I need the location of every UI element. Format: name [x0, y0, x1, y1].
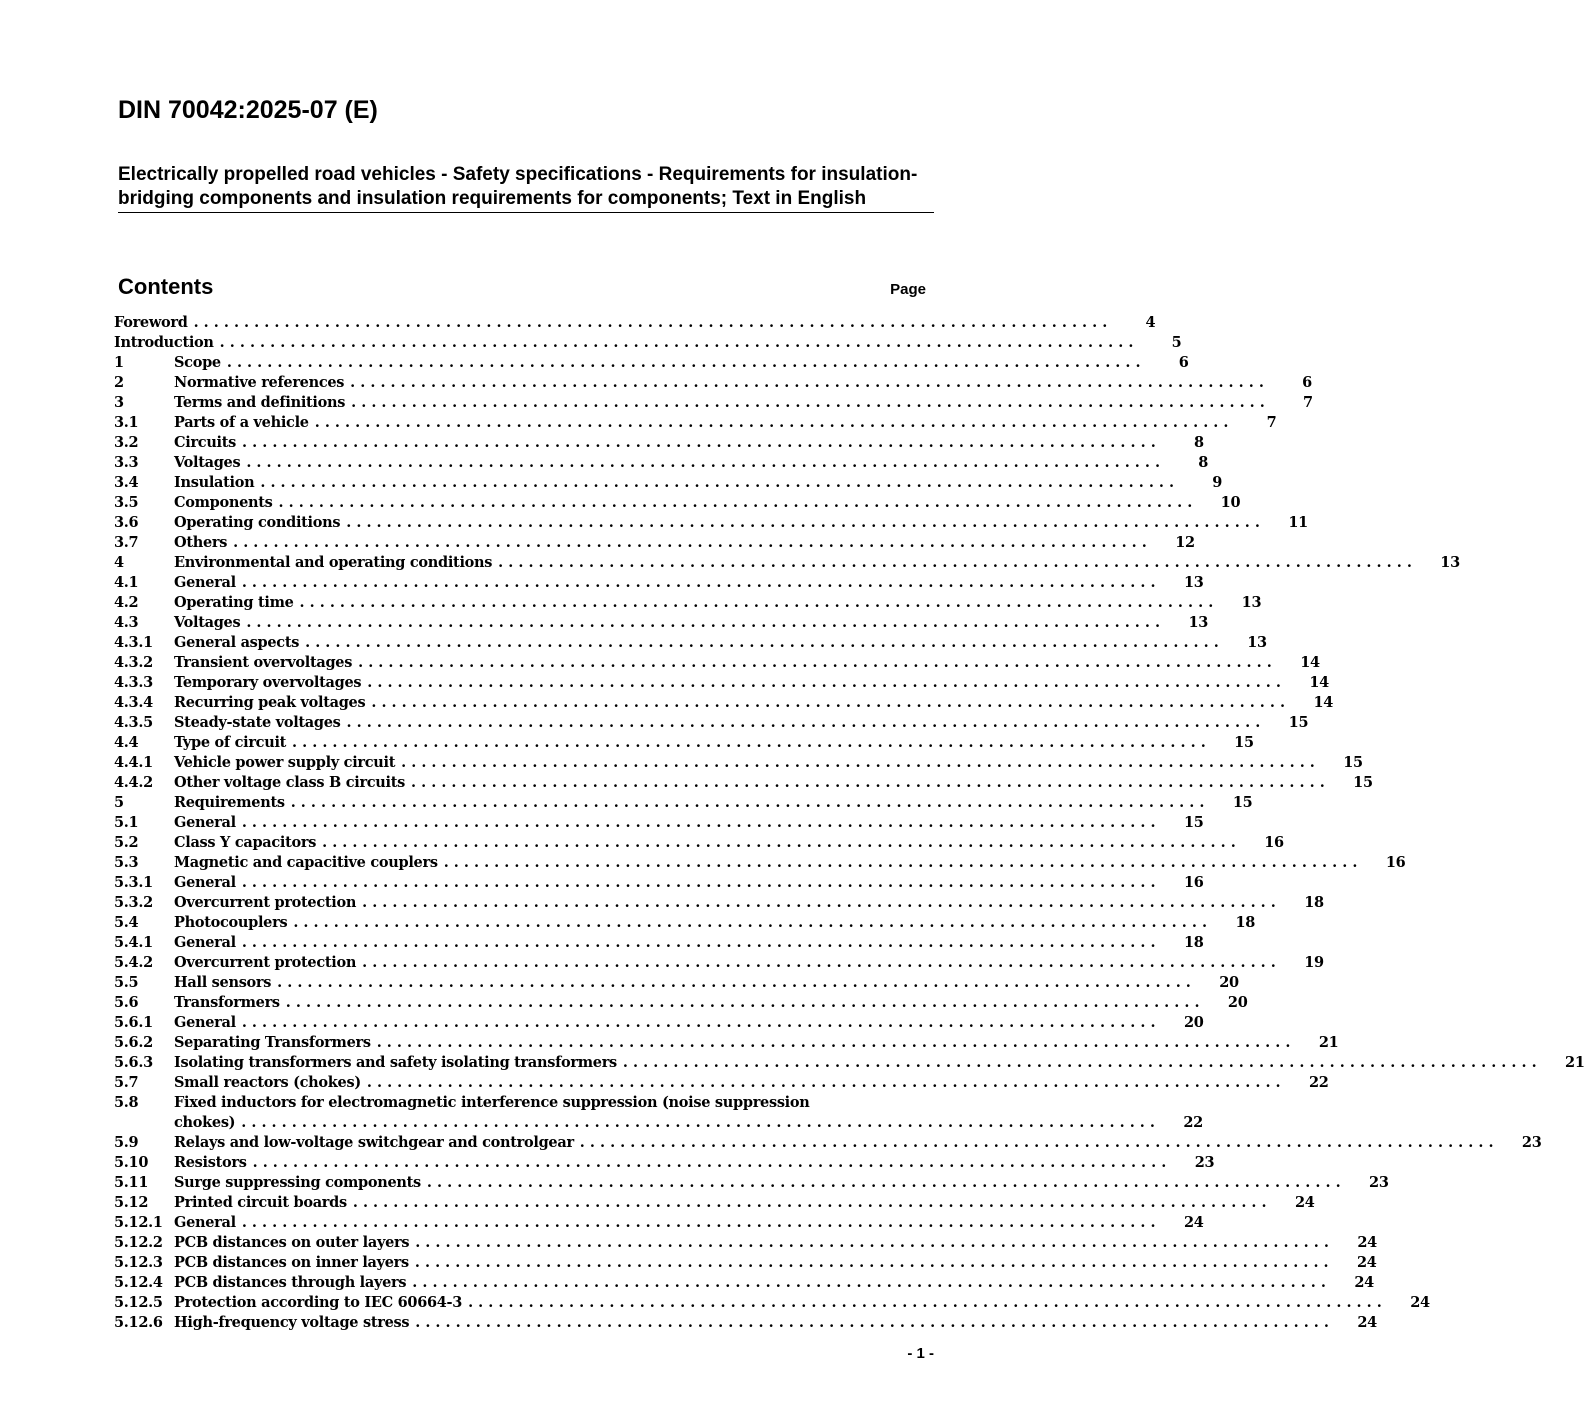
toc-entry-page: 9 — [1212, 474, 1223, 491]
toc-entry-page: 12 — [1175, 534, 1195, 551]
toc-entry-page: 6 — [1178, 354, 1189, 371]
toc-entry-title: General aspects — [174, 634, 300, 651]
toc-leader-dots — [415, 1253, 1329, 1273]
toc-entry-page: 15 — [1234, 734, 1254, 751]
toc-entry-title: General — [174, 934, 236, 951]
toc-entry-title: Isolating transformers and safety isolating transformers — [174, 1054, 617, 1071]
toc-entry-page: 18 — [1235, 914, 1256, 931]
toc-entry-page: 23 — [1194, 1154, 1215, 1171]
toc-entry-number: 5.4 — [114, 914, 139, 931]
toc-entry-number: 3.6 — [114, 514, 139, 531]
toc-entry-page: 7 — [1266, 414, 1277, 431]
toc-entry-page: 13 — [1183, 574, 1204, 591]
toc-entry-page: 24 — [1357, 1254, 1377, 1271]
toc-entry-title: Terms and definitions — [174, 394, 346, 411]
toc-entry-number: 5.6.1 — [114, 1014, 153, 1031]
toc-entry-title: High-frequency voltage stress — [174, 1314, 410, 1331]
page-column-label: Page — [890, 281, 926, 298]
toc-leader-dots — [242, 873, 1156, 893]
toc-leader-dots — [353, 1193, 1267, 1213]
toc-entry[interactable] — [114, 1253, 1377, 1273]
toc-entry-page: 11 — [1288, 514, 1308, 531]
toc-entry-page: 24 — [1357, 1234, 1377, 1251]
toc-entry-number: 5.10 — [114, 1154, 149, 1171]
toc-leader-dots — [371, 693, 1285, 713]
toc-entry-title: Relays and low-voltage switchgear and controlgear — [174, 1134, 574, 1151]
toc-entry-title: General — [174, 1014, 236, 1031]
toc-entry-title: Operating time — [174, 594, 294, 611]
toc-leader-dots — [227, 353, 1141, 373]
toc-entry-page: 21 — [1565, 1054, 1585, 1071]
toc-entry-title: Small reactors (chokes) — [174, 1074, 361, 1091]
toc-entry-number: 4.3.3 — [114, 674, 153, 691]
toc-entry-page: 20 — [1183, 1014, 1204, 1031]
toc-leader-dots — [322, 833, 1236, 853]
toc-entry[interactable] — [114, 433, 1204, 453]
toc-leader-dots — [415, 1233, 1329, 1253]
toc-entry-title-continued: chokes) — [174, 1114, 236, 1131]
toc-entry-number: 4.3.4 — [114, 694, 153, 711]
toc-entry-page: 20 — [1219, 974, 1239, 991]
toc-entry-title: General — [174, 1214, 236, 1231]
toc-entry[interactable] — [114, 593, 1262, 613]
toc-entry[interactable] — [114, 1213, 1204, 1233]
toc-entry-title: Class Y capacitors — [174, 834, 317, 851]
toc-entry[interactable] — [114, 973, 1239, 993]
toc-leader-dots — [411, 773, 1325, 793]
toc-leader-dots — [194, 313, 1108, 333]
toc-entry-page: 16 — [1183, 874, 1204, 891]
toc-entry[interactable] — [114, 1053, 1585, 1073]
toc-entry-page: 16 — [1264, 834, 1284, 851]
toc-entry-number: 4.4.1 — [114, 754, 153, 771]
toc-entry[interactable] — [114, 453, 1209, 473]
toc-entry-title: Environmental and operating conditions — [174, 554, 493, 571]
toc-leader-dots — [293, 913, 1207, 933]
toc-entry-page: 13 — [1440, 554, 1460, 571]
toc-entry-number: 2 — [114, 374, 124, 391]
toc-leader-dots — [346, 513, 1260, 533]
toc-entry-page: 16 — [1385, 854, 1406, 871]
toc-entry-title: Scope — [174, 354, 221, 371]
toc-entry[interactable] — [114, 673, 1329, 693]
toc-entry-title: Hall sensors — [174, 974, 272, 991]
toc-entry-number: 5 — [114, 794, 124, 811]
toc-entry-title: Transformers — [174, 994, 280, 1011]
toc-entry-number: 5.12.5 — [114, 1294, 163, 1311]
toc-entry-page: 22 — [1183, 1114, 1203, 1131]
toc-entry[interactable] — [114, 793, 1253, 813]
toc-entry-page: 15 — [1183, 814, 1204, 831]
toc-entry-title: Vehicle power supply circuit — [174, 754, 396, 771]
toc-entry[interactable] — [114, 1133, 1542, 1153]
toc-entry-title: Surge suppressing components — [174, 1174, 421, 1191]
toc-entry[interactable] — [114, 1193, 1315, 1213]
toc-entry-number: 5.6.3 — [114, 1054, 153, 1071]
toc-entry-number: 5.6.2 — [114, 1034, 153, 1051]
toc-leader-dots — [427, 1173, 1341, 1193]
toc-entry[interactable] — [114, 1033, 1339, 1053]
toc-entry-page: 19 — [1304, 954, 1324, 971]
toc-entry-number: 5.12.1 — [114, 1214, 163, 1231]
toc-leader-dots — [350, 373, 1264, 393]
toc-entry-title: Photocouplers — [174, 914, 288, 931]
toc-entry-title: General — [174, 874, 236, 891]
toc-entry-number: 4 — [114, 554, 124, 571]
toc-leader-dots — [412, 1273, 1326, 1293]
toc-entry-number: 5.3 — [114, 854, 139, 871]
toc-entry-title: Temporary overvoltages — [174, 674, 362, 691]
toc-entry[interactable] — [114, 1313, 1377, 1333]
toc-entry[interactable] — [114, 1273, 1374, 1293]
toc-entry[interactable] — [114, 473, 1223, 493]
toc-leader-dots — [246, 453, 1160, 473]
toc-entry[interactable] — [114, 1073, 1329, 1093]
toc-entry-title: Foreword — [114, 314, 188, 331]
toc-entry-number: 3.3 — [114, 454, 139, 471]
toc-entry-page: 13 — [1247, 634, 1267, 651]
toc-entry-page: 22 — [1309, 1074, 1329, 1091]
toc-leader-dots — [415, 1313, 1329, 1333]
toc-entry-number: 3.7 — [114, 534, 139, 551]
toc-entry-title: Components — [174, 494, 273, 511]
toc-entry-page: 6 — [1302, 374, 1312, 391]
toc-entry[interactable] — [114, 533, 1195, 553]
toc-leader-dots — [277, 973, 1191, 993]
toc-entry-number: 5.6 — [114, 994, 139, 1011]
toc-entry-title: PCB distances on inner layers — [174, 1254, 409, 1271]
toc-entry-number: 3.1 — [114, 414, 139, 431]
toc-entry-title: Voltages — [174, 614, 241, 631]
toc-leader-dots — [358, 653, 1272, 673]
toc-entry-title: Fixed inductors for electromagnetic interference suppression (noise suppression — [174, 1094, 810, 1111]
toc-entry-number: 4.3.5 — [114, 714, 153, 731]
toc-entry-title: Others — [174, 534, 228, 551]
page-number: - 1 - — [907, 1345, 934, 1362]
toc-entry-title: Introduction — [114, 334, 214, 351]
toc-leader-dots — [401, 753, 1315, 773]
toc-entry-title: Normative references — [174, 374, 345, 391]
table-of-contents — [114, 313, 1585, 1333]
toc-entry-number: 5.12.4 — [114, 1274, 163, 1291]
toc-entry-page: 14 — [1300, 654, 1320, 671]
toc-entry-page: 18 — [1183, 934, 1204, 951]
toc-entry-page: 24 — [1183, 1214, 1204, 1231]
toc-entry-page: 15 — [1232, 794, 1253, 811]
toc-leader-dots — [315, 413, 1229, 433]
toc-entry-title: Voltages — [174, 454, 241, 471]
toc-entry-title: Transient overvoltages — [174, 654, 353, 671]
toc-entry-page: 23 — [1521, 1134, 1542, 1151]
toc-entry-title: Resistors — [174, 1154, 247, 1171]
toc-entry[interactable] — [114, 573, 1204, 593]
toc-entry[interactable] — [114, 513, 1308, 533]
toc-entry[interactable] — [114, 1173, 1389, 1193]
toc-entry-number: 4.3.2 — [114, 654, 153, 671]
toc-leader-dots — [253, 1153, 1167, 1173]
toc-entry-title: Overcurrent protection — [174, 954, 357, 971]
toc-entry-number: 5.9 — [114, 1134, 139, 1151]
toc-entry[interactable] — [114, 613, 1209, 633]
toc-entry-number: 3.2 — [114, 434, 139, 451]
toc-entry-number: 5.2 — [114, 834, 139, 851]
toc-leader-dots — [246, 613, 1160, 633]
toc-entry-number: 5.4.2 — [114, 954, 153, 971]
toc-entry[interactable] — [114, 813, 1204, 833]
toc-entry[interactable] — [114, 693, 1334, 713]
toc-entry[interactable] — [114, 873, 1204, 893]
toc-leader-dots — [220, 333, 1134, 353]
toc-leader-dots — [242, 1213, 1156, 1233]
toc-entry-number: 5.7 — [114, 1074, 139, 1091]
toc-leader-dots — [291, 793, 1205, 813]
toc-entry-title: Protection according to IEC 60664-3 — [174, 1294, 463, 1311]
toc-entry-title: Separating Transformers — [174, 1034, 371, 1051]
toc-leader-dots — [260, 473, 1174, 493]
toc-entry[interactable] — [114, 633, 1267, 653]
toc-entry-page: 15 — [1353, 774, 1373, 791]
toc-entry-number: 3 — [114, 394, 124, 411]
toc-entry-number: 5.8 — [114, 1094, 139, 1111]
toc-entry-page: 21 — [1318, 1034, 1339, 1051]
toc-leader-dots — [233, 533, 1147, 553]
toc-entry-number: 5.12.6 — [114, 1314, 163, 1331]
toc-entry[interactable] — [114, 1093, 1203, 1133]
toc-entry[interactable] — [114, 353, 1189, 373]
toc-entry-title: Recurring peak voltages — [174, 694, 366, 711]
toc-entry-number: 5.11 — [114, 1174, 149, 1191]
toc-entry-title: Other voltage class B circuits — [174, 774, 406, 791]
toc-entry-number: 4.2 — [114, 594, 139, 611]
toc-leader-dots — [367, 1073, 1281, 1093]
toc-entry-page: 15 — [1288, 714, 1309, 731]
toc-entry-number: 4.4 — [114, 734, 139, 751]
toc-entry[interactable] — [114, 1233, 1377, 1253]
toc-entry-title: Circuits — [174, 434, 237, 451]
toc-entry-number: 5.12.2 — [114, 1234, 163, 1251]
toc-leader-dots — [580, 1133, 1494, 1153]
toc-leader-dots — [242, 1013, 1156, 1033]
toc-entry[interactable] — [114, 773, 1373, 793]
toc-entry-page: 20 — [1227, 994, 1248, 1011]
toc-entry-page: 4 — [1145, 314, 1156, 331]
toc-leader-dots — [468, 1293, 1382, 1313]
toc-entry[interactable] — [114, 493, 1241, 513]
toc-leader-dots — [305, 633, 1219, 653]
toc-entry-title: Magnetic and capacitive couplers — [174, 854, 438, 871]
toc-entry[interactable] — [114, 1153, 1215, 1173]
toc-leader-dots — [241, 1113, 1155, 1133]
toc-entry-number: 1 — [114, 354, 124, 371]
toc-leader-dots — [362, 893, 1276, 913]
toc-entry[interactable] — [114, 853, 1406, 873]
toc-entry[interactable] — [114, 713, 1309, 733]
toc-entry[interactable] — [114, 933, 1204, 953]
toc-entry[interactable] — [114, 733, 1254, 753]
toc-leader-dots — [300, 593, 1214, 613]
toc-leader-dots — [351, 393, 1265, 413]
toc-entry[interactable] — [114, 553, 1460, 573]
toc-entry[interactable] — [114, 313, 1156, 333]
toc-entry-title: Type of circuit — [174, 734, 287, 751]
toc-entry-title: General — [174, 814, 236, 831]
toc-entry-title: PCB distances through layers — [174, 1274, 407, 1291]
toc-entry-page: 14 — [1309, 674, 1329, 691]
toc-entry-title: Steady-state voltages — [174, 714, 341, 731]
toc-entry-page: 7 — [1303, 394, 1313, 411]
toc-entry[interactable] — [114, 993, 1248, 1013]
toc-leader-dots — [362, 953, 1276, 973]
toc-entry[interactable] — [114, 1293, 1430, 1313]
toc-entry-page: 5 — [1171, 334, 1182, 351]
toc-entry-number: 5.12.3 — [114, 1254, 163, 1271]
toc-entry-number: 4.4.2 — [114, 774, 153, 791]
toc-leader-dots — [498, 553, 1412, 573]
toc-entry[interactable] — [114, 913, 1256, 933]
toc-entry-title: Overcurrent protection — [174, 894, 357, 911]
toc-leader-dots — [347, 713, 1261, 733]
toc-entry[interactable] — [114, 393, 1313, 413]
toc-entry-number: 4.3 — [114, 614, 139, 631]
toc-entry-page: 8 — [1198, 454, 1209, 471]
toc-entry-number: 5.3.2 — [114, 894, 153, 911]
toc-leader-dots — [242, 433, 1156, 453]
toc-entry-page: 24 — [1294, 1194, 1315, 1211]
toc-entry[interactable] — [114, 373, 1312, 393]
toc-entry-page: 24 — [1357, 1314, 1377, 1331]
toc-entry-number: 5.4.1 — [114, 934, 153, 951]
toc-leader-dots — [242, 933, 1156, 953]
toc-entry-page: 15 — [1343, 754, 1363, 771]
toc-entry-number: 3.5 — [114, 494, 139, 511]
toc-entry-number: 5.5 — [114, 974, 139, 991]
toc-entry-number: 3.4 — [114, 474, 139, 491]
toc-leader-dots — [444, 853, 1358, 873]
toc-entry-title: PCB distances on outer layers — [174, 1234, 410, 1251]
toc-leader-dots — [377, 1033, 1291, 1053]
toc-entry-page: 10 — [1220, 494, 1241, 511]
toc-entry-title: General — [174, 574, 236, 591]
toc-leader-dots — [286, 993, 1200, 1013]
toc-entry-page: 23 — [1369, 1174, 1389, 1191]
document-id: DIN 70042:2025-07 (E) — [118, 96, 378, 124]
toc-leader-dots — [242, 573, 1156, 593]
toc-entry-number: 5.3.1 — [114, 874, 153, 891]
toc-entry[interactable] — [114, 653, 1320, 673]
toc-entry-title: Printed circuit boards — [174, 1194, 347, 1211]
toc-entry[interactable] — [114, 953, 1324, 973]
toc-entry-title: Requirements — [174, 794, 285, 811]
toc-entry-page: 18 — [1304, 894, 1324, 911]
toc-entry-page: 8 — [1193, 434, 1204, 451]
toc-leader-dots — [623, 1053, 1537, 1073]
toc-entry[interactable] — [114, 893, 1324, 913]
toc-leader-dots — [292, 733, 1206, 753]
toc-entry[interactable] — [114, 1013, 1204, 1033]
toc-leader-dots — [367, 673, 1281, 693]
toc-entry-title: Parts of a vehicle — [174, 414, 309, 431]
toc-entry-page: 13 — [1241, 594, 1262, 611]
toc-entry[interactable] — [114, 833, 1284, 853]
toc-entry[interactable] — [114, 413, 1277, 433]
toc-entry-page: 14 — [1313, 694, 1334, 711]
toc-entry-number: 5.1 — [114, 814, 139, 831]
toc-entry[interactable] — [114, 333, 1182, 353]
toc-entry-title: Insulation — [174, 474, 255, 491]
toc-entry-page: 24 — [1354, 1274, 1374, 1291]
toc-leader-dots — [279, 493, 1193, 513]
toc-entry-title: Operating conditions — [174, 514, 341, 531]
toc-entry-page: 24 — [1410, 1294, 1430, 1311]
toc-entry-page: 13 — [1188, 614, 1209, 631]
toc-entry-number: 4.1 — [114, 574, 139, 591]
toc-entry-number: 4.3.1 — [114, 634, 153, 651]
toc-entry[interactable] — [114, 753, 1363, 773]
contents-heading: Contents — [118, 274, 214, 299]
toc-entry-number: 5.12 — [114, 1194, 149, 1211]
document-title: Electrically propelled road vehicles - Safety specifications - Requirements for insulation-bridging components and insulation requirements for components; Text in English — [118, 163, 934, 213]
toc-leader-dots — [242, 813, 1156, 833]
